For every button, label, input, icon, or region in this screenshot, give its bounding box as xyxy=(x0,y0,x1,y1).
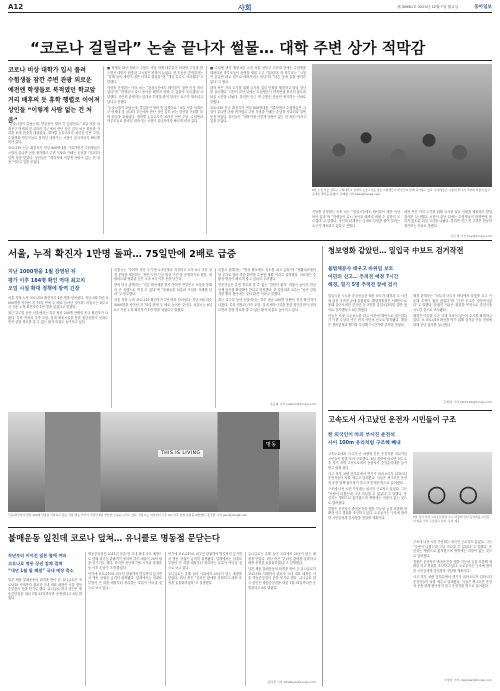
paragraph: 서울 지역 누적 코로나19 확진자가 1만 명을 넘어섰다. 지난 9월 하순 5000명을 넘어선 지 75일 만에 두 배로 늘어난 것이다. 서울시는 6일 0시 기준 누적 확진자가 1만 명을 넘었다고 밝혔다. xyxy=(114,298,212,312)
column-divider xyxy=(245,552,246,686)
seoul-photo-caption: 신규 확진자가 연일 200명 안팎을 기록하고 있는 서울 명동 거리가 주말인 6일 한산한 모습을 보이고 있다. 서울시는 이날부터 오후 9시 이후 상점 운영을 제한했다. 홍진환 기자 jean@donga.com xyxy=(8,513,248,517)
seoul-intro-line: 지난 1000명을 1월 감염된 뒤 xyxy=(8,269,76,275)
paragraph: “논술시험이 끝났는데, 발걸음이 벌써 뚝 끊겼어요.” 6일 서울 서대문구 연세대 앞 굴다리 부근에서 만난 상인 김모 씨는 한산한 거리를 보며 한숨을 내쉬었다. 대학별 논술고사가 치러진 이번 주말, 수험생과 학부모들로 붐비던 대학가는 시험이 끝나자마자 빠르게 비어 갔다. xyxy=(107,105,203,124)
column-divider xyxy=(103,66,104,234)
paragraph: 사고 직후 차량 앞부분에서 연기가 피어오르자 뒤따르던 운전자들이 차를 세우고 달려왔다. 이들은 찌그러진 운전석 문을 함께 잡아당겨 열고 운전자를 밖으로 끌어냈다. xyxy=(413,574,492,589)
lead-body-col-4 xyxy=(312,210,400,234)
paragraph: 대학 측은 거리 두기를 위해 고사장 입실 인원을 제한하고 발열 검사를 실시했다. 시험이 끝난 뒤에는 수험생들이 한꺼번에 몰리지 않도록 퇴실 시간을 나눴다. 하지만 인근 역 주변은 한동안 귀가하는 인파로 붐볐다. xyxy=(210,85,306,104)
paragraph: 일본 제품 불매운동의 타격을 받아 온 유니클로가 코로나19 사태까지 겹치자 국내 대표 매장인 서울 명동중앙점의 문을 닫기로 했다. 유니클로 한국 법인은 명동중앙점을 내년 1월 31일까지만 운영한다고 6일 밝혔다. xyxy=(248,567,316,590)
uniqlo-byline: 김하경 기자 whatsup@donga.com xyxy=(267,680,316,684)
delivery-intro-line: 불법체류자 태우고 바위덤 보트 xyxy=(328,267,394,272)
lead-headline: “코로나 걸릴라” 논술 끝나자 썰물… 대학 주변 상가 적막감 xyxy=(30,39,426,57)
paragraph: 여기에 코로나19로 외국인 관광객의 발길까지 끊기면서 명동 상권은 급격히 위축됐다. 업계에서는 임대료 부담이 큰 대형 매장부터 정리하는 흐름이 이어질 것으로 보고 있다. xyxy=(168,552,242,570)
column-divider xyxy=(85,552,86,686)
delivery-intro-line: 해경, 밀기 5명 추적전 끝에 검거 xyxy=(328,283,398,288)
lead-body-col-1 xyxy=(8,122,100,235)
seoul-byline: 조응형 기자 yesbro@donga.com xyxy=(269,402,316,406)
seoul-body-col-2 xyxy=(114,268,212,408)
column-divider xyxy=(215,268,216,408)
seoul-headline: 서울, 누적 확진자 1만명 돌파… 75일만에 2배로 급증 xyxy=(8,249,236,260)
paragraph: 구조에 나선 시민 가운데는 외국인 근로자도 있었다. 그는 “사람이 다쳤는데 그냥 지나칠 수 없었다”고 말했다. 운전자는 병원으로 옮겨졌으며 생명에는 지장이 없는 것으로 알려졌다. xyxy=(328,486,407,505)
paragraph: 구조에 나선 시민 가운데는 외국인 근로자도 있었다. 그는 “사람이 다쳤는데 그냥 지나칠 수 없었다”고 말했다. 운전자는 병원으로 옮겨졌으며 생명에는 지장이 없는 것으로 알려졌다. xyxy=(413,540,492,558)
paragraph: 유니클로는 올해 들어 국내에서 20곳이 넘는 매장을 닫았다. 회사 측은 “온라인 판매를 강화하고 매장 운영을 효율화하겠다”고 설명했다. xyxy=(168,571,242,585)
accident-intro xyxy=(328,432,492,448)
seoul-body-col-3 xyxy=(218,268,316,408)
uniqlo-body-col-3 xyxy=(168,552,242,686)
column-divider xyxy=(206,66,207,234)
lead-intro-line: 거리 배후의 듯 휴학 행렬로 이어져 xyxy=(8,97,100,104)
paragraph: 대학 측은 거리 두기를 위해 고사장 입실 인원을 제한하고 발열 검사를 실시했다. 시험이 끝난 뒤에는 수험생들이 한꺼번에 몰리지 않도록 퇴실 시간을 나눴다. 하지만 인근 역 주변은 한동안 귀가하는 인파로 붐볐다. xyxy=(404,210,492,228)
uniqlo-intro-line: 작년부터 이어진 일본 불매 여파 xyxy=(8,553,67,558)
accident-photo-caption: 5일 경기 지역 고속도로에서 사고 차량에 갇힌 운전자를 시민들이 힘을 모아 구조하고 있다. 독자 제공 xyxy=(413,515,490,523)
paragraph: 여기에 코로나19로 외국인 관광객의 발길까지 끊기면서 명동 상권은 급격히 위축됐다. 업계에서는 임대료 부담이 큰 대형 매장부터 정리하는 흐름이 이어질 것으로 보고 있다. xyxy=(88,571,162,590)
brand-logo: 동아일보 xyxy=(474,5,492,10)
paragraph: 방역 당국 관계자는 “지금 확산세를 꺾지 못하면 연말연시 모임을 통해 더 큰 유행으로 번질 수 있다”며 “불필요한 외출과 모임을 자제해 달라”고 당부했다. xyxy=(114,283,212,297)
paragraph: “논술시험이 끝났는데, 발걸음이 벌써 뚝 끊겼어요.” 6일 서울 서대문구 연세대 앞 굴다리 부근에서 만난 상인 김모 씨는 한산한 거리를 보며 한숨을 내쉬었다. 대학별 논술고사가 치러진 이번 주말, 수험생과 학부모들로 붐비던 대학가는 시험이 끝나자마자 빠르게 비어 갔다. xyxy=(8,122,100,145)
seoul-body-col-1 xyxy=(8,296,108,409)
paragraph: 식당을 운영하는 이모 씨는 “점심시간에도 테이블이 절반 이상 비어 있다”며 “학생들이 다시 돌아올 때까지 버틸 수 있을지 모르겠다”고 말했다. 상인회 관계자는 임대료 부담을 줄여 달라는 요구가 계속되고 있다고 전했다. xyxy=(107,85,203,104)
section-label: 사회 xyxy=(238,4,252,12)
paragraph: 전문가들은 감염 경로를 알 수 없는 ‘깜깜이 환자’ 비율이 높아진 만큼 선제 검사를 확대해야 한다고 지적했다. 한 감염내과 교수는 “숨은 감염자를 빨리 찾아내는 것이 관건”이라고 말했다. xyxy=(218,283,316,297)
uniqlo-intro-line: 코로나로 명동 상권 침체 겹쳐 xyxy=(8,560,63,566)
paragraph: 해경은 이들을 도운 국내 조직이 있는지 수사를 확대하고 있다. 또 코로나19 확산을 막기 위해 검거된 이들 전원에 대해 진단 검사를 실시했다. xyxy=(413,313,492,327)
column-divider xyxy=(111,268,112,408)
lead-intro-line: 예전엔 학생들로 북적였던 학교앞 xyxy=(8,87,96,94)
uniqlo-body-col-1 xyxy=(8,578,82,686)
photo-sign-right: 명동 xyxy=(263,440,280,449)
lead-body-col-2 xyxy=(107,66,203,234)
lead-intro xyxy=(8,66,100,126)
paragraph: 사고 직후 차량 앞부분에서 연기가 피어오르자 뒤따르던 운전자들이 차를 세우고 달려왔다. 이들은 찌그러진 운전석 문을 함께 잡아당겨 열고 운전자를 밖으로 끌어냈다. xyxy=(328,471,407,485)
accident-body-col-2 xyxy=(413,540,492,674)
masthead xyxy=(8,3,492,13)
accident-photo xyxy=(413,452,492,514)
lead-intro-line: 수험생들 잠깐 주변 관광 외로운 xyxy=(8,77,92,84)
paragraph: 코로나19 신규 확진자가 연일 600명대를 기록하면서 수험생들은 시험이 끝나면 곧장 귀가했고 주변 식당과 카페는 손님을 기다리다 일찍 문을 닫았다. 상인들은 “대학가에 이렇게 사람이 없는 건 처음”이라고 입을 모았다. xyxy=(210,105,306,124)
paragraph: 고속도로에서 사고가 난 차량에 갇힌 운전자를 지나가던 시민들이 힘을 모아 구조했다. 6일 경찰에 따르면 5일 오후 경기 지역 고속도로에서 승용차가 중앙분리대를 들이받고 멈춰 섰다. xyxy=(328,452,407,470)
paragraph: 서울 지역 누적 코로나19 확진자가 1만 명을 넘어섰다. 지난 9월 하순 5000명을 넘어선 지 75일 만에 두 배로 늘어난 것이다. 서울시는 6일 0시 기준 누적 확진자가 1만 명을 넘었다고 밝혔다. xyxy=(8,296,108,310)
seoul-intro-line: 평가 이후 184명 확인 역대 최고치 xyxy=(8,277,86,284)
delivery-intro-line: 어민의 신고… 추적전 예정 7시간 xyxy=(328,275,399,280)
accident-intro-line: 한 외국인이 차의 부서진 운전석 xyxy=(328,433,395,438)
accident-body-col-1 xyxy=(328,452,407,684)
section-rule xyxy=(328,410,492,411)
column-divider xyxy=(165,552,166,686)
lead-body-col-3 xyxy=(210,66,306,234)
paragraph: 이들은 소형 고무보트를 타고 야간에 해안으로 접근하다가 이를 수상히 여긴 현지 어민의 신고로 발각됐다. 해경은 경비함정과 헬기를 투입해 7시간가량 추적을 벌였다. xyxy=(328,313,407,327)
seoul-intro xyxy=(8,268,108,294)
uniqlo-body-col-2 xyxy=(88,552,162,686)
section-rule xyxy=(8,240,492,241)
paragraph: 명동중앙점은 2011년 문을 연 국내 최대 규모 매장으로 한때 외국인 관광객이 몰리며 하루 매출이 20억 원을 넘기기도 했다. 하지만 지난해 7월 시작된 불매운동 이후 손님이 크게 줄었다. xyxy=(88,552,162,570)
paragraph: 밀입국을 시도한 중국인들을 태운 보트가 해경과 수 시간에 걸친 추적전 끝에 붙잡혔다. 해양경찰청은 서해안으로 몰래 들어오려던 중국인 등 5명을 출입국관리법 위반 혐의로 검거했다고 6일 밝혔다. xyxy=(328,294,407,312)
column-divider xyxy=(322,246,323,686)
accident-intro-line: 사이 100m 유리처럼 구조해 빼내 xyxy=(328,441,401,446)
paragraph: 유니클로는 올해 들어 국내에서 20곳이 넘는 매장을 닫았다. 회사 측은 “온라인 판매를 강화하고 매장 운영을 효율화하겠다”고 설명했다. xyxy=(248,552,316,566)
paragraph: 코로나19 신규 확진자가 연일 600명대를 기록하면서 수험생들은 시험이 끝나면 곧장 귀가했고 주변 식당과 카페는 손님을 기다리다 일찍 문을 닫았다. 상인들은 “대학가에 이렇게 사람이 없는 건 처음”이라고 입을 모았다. xyxy=(8,146,100,165)
seoul-intro-line: 모임 시설 확대 정책에 방역 긴장 xyxy=(8,286,80,292)
uniqlo-intro-line: “내년 1월 말 폐점” 국내 매장 축소 xyxy=(8,568,74,573)
photo-sign-left: THIS IS LIVING xyxy=(158,450,203,457)
paragraph: 경찰은 운전자가 졸음운전을 했을 가능성 등을 포함해 정확한 사고 경위를 조사하고 있다. 도로공사는 구조에 참여한 시민들에게 감사장을 전달할 계획이다. xyxy=(413,559,492,573)
uniqlo-intro xyxy=(8,552,82,575)
paragraph: 경찰은 운전자가 졸음운전을 했을 가능성 등을 포함해 정확한 사고 경위를 조사하고 있다. 도로공사는 구조에 참여한 시민들에게 감사장을 전달할 계획이다. xyxy=(328,506,407,520)
paragraph: 식당을 운영하는 이모 씨는 “점심시간에도 테이블이 절반 이상 비어 있다”며 “학생들이 다시 돌아올 때까지 버틸 수 있을지 모르겠다”고 말했다. 상인회 관계자는 임대료 부담을 줄여 달라는 요구가 계속되고 있다고 전했다. xyxy=(312,210,400,228)
lead-photo-caption: 6일 오전 서울 성북구 고려대학교 앞에서 논술고사를 마친 수험생들이 학부모와 함께 귀가하고 있다. 수험생들은 시험이 끝나자 주변에 머물지 않고 곧바로 발길을 돌렸다. 김재명 기자 base@donga.com xyxy=(312,188,491,196)
uniqlo-headline: 불매운동 잎친데 코로나 덮쳐… 유니클로 명동점 문닫는다 xyxy=(8,533,220,543)
accident-headline: 고속도서 사고났던 운전자 시민들이 구조 xyxy=(328,415,457,424)
lead-intro-line: 상인들 “이렇게 사람 없는 건 처음” xyxy=(8,107,92,124)
paragraph: 서울시는 ‘사회적 거리 두기’를 2.5단계로 격상하고 오후 9시 이후 상점 운영을 제한하는 ‘천만 시민 긴급 멈춤 기간’을 운영하기로 했다. 대형마트와 영화관 등은 오후 9시 이후 문을 닫는다. xyxy=(114,268,212,282)
paragraph: 최근 일주일 동안 서울에서는 하루 평균 200명 안팎의 신규 확진자가 나왔다. 특히 직장과 가족 모임, 실내 체육시설을 통한 집단감염이 잇따르면서 감염 경로를 알 수 없는 환자 비율도 높아지고 있다. xyxy=(218,298,316,312)
paragraph: 최근 일주일 동안 서울에서는 하루 평균 200명 안팎의 신규 확진자가 나왔다. 특히 직장과 가족 모임, 실내 체육시설을 통한 집단감염이 잇따르면서 감염 경로를 알 수 없는 환자 비율도 높아지고 있다. xyxy=(8,311,108,325)
page-number: A12 xyxy=(8,3,24,11)
section-rule xyxy=(8,527,316,528)
lead-byline: 김소영 기자 ksy@donga.com xyxy=(450,234,492,238)
issue-info: 제 30661호 2020년 12월 7일 월요일 xyxy=(397,5,458,9)
paragraph: ■ 수험생 귀가 행렬 6일 오전 서울 성북구 고려대 앞에는 수험생을 데려다준 학부모들이 차량을 세워 두고 기다렸다. 한 학부모는 “시험이 끝나면 바로 집으로 데려가려고 한다”며 “다른 곳에 들를 생각은 없다”고 했다. xyxy=(210,66,306,84)
lead-intro-line: 코로나 비상 대학가 입시 풀려 xyxy=(8,67,86,74)
lead-photo-crowd xyxy=(312,64,492,187)
delivery-byline: 김태성 기자 kts5710@donga.com xyxy=(443,400,492,404)
delivery-body-col-1 xyxy=(328,294,407,406)
paragraph: 해경 관계자는 “보트가 어두운 바다에서 불빛을 끄고 이동해 추적이 쉽지 않았다”며 “주민 신고가 결정적이었다”고 말했다. 붙잡힌 이들은 취업을 목적으로 밀입국을 시도한 것으로 조사됐다. xyxy=(413,294,492,312)
accident-byline: 이청아 기자 clearlee@donga.com xyxy=(443,678,492,682)
lead-body-col-5 xyxy=(404,210,492,234)
paragraph: 일본 제품 불매운동의 타격을 받아 온 유니클로가 코로나19 사태까지 겹치자 국내 대표 매장인 서울 명동중앙점의 문을 닫기로 했다. 유니클로 한국 법인은 명동중앙점을 내년 1월 31일까지만 운영한다고 6일 밝혔다. xyxy=(8,578,82,601)
delivery-intro xyxy=(328,266,492,290)
paragraph: ■ 학생들 떠난 캠퍼스 주변도 비상 학생 대부분이 비대면 수업을 받으면서 대학가 원룸과 고시원은 빈방이 늘었다. 한 부동산 중개업자는 “올해 들어 계약이 절반 이하로 줄었다”며 “개강 특수도 사라졌다”고 말했다. xyxy=(107,66,203,84)
delivery-headline: 청보영화 같았던… 밀입국 中보트 검거작전 xyxy=(328,246,464,255)
uniqlo-body-col-4 xyxy=(248,552,316,678)
seoul-photo-street xyxy=(8,412,316,512)
lead-rule xyxy=(8,60,492,61)
paragraph: 서울시 관계자는 “병상 확보에도 속도를 내고 있다”며 “생활치료센터를 추가로 열어 경증 환자를 수용할 계획”이라고 설명했다. 의료계는 중환자 병상이 빠르게 줄고 있다고 우려했다. xyxy=(218,268,316,282)
delivery-body-col-2 xyxy=(413,294,492,398)
